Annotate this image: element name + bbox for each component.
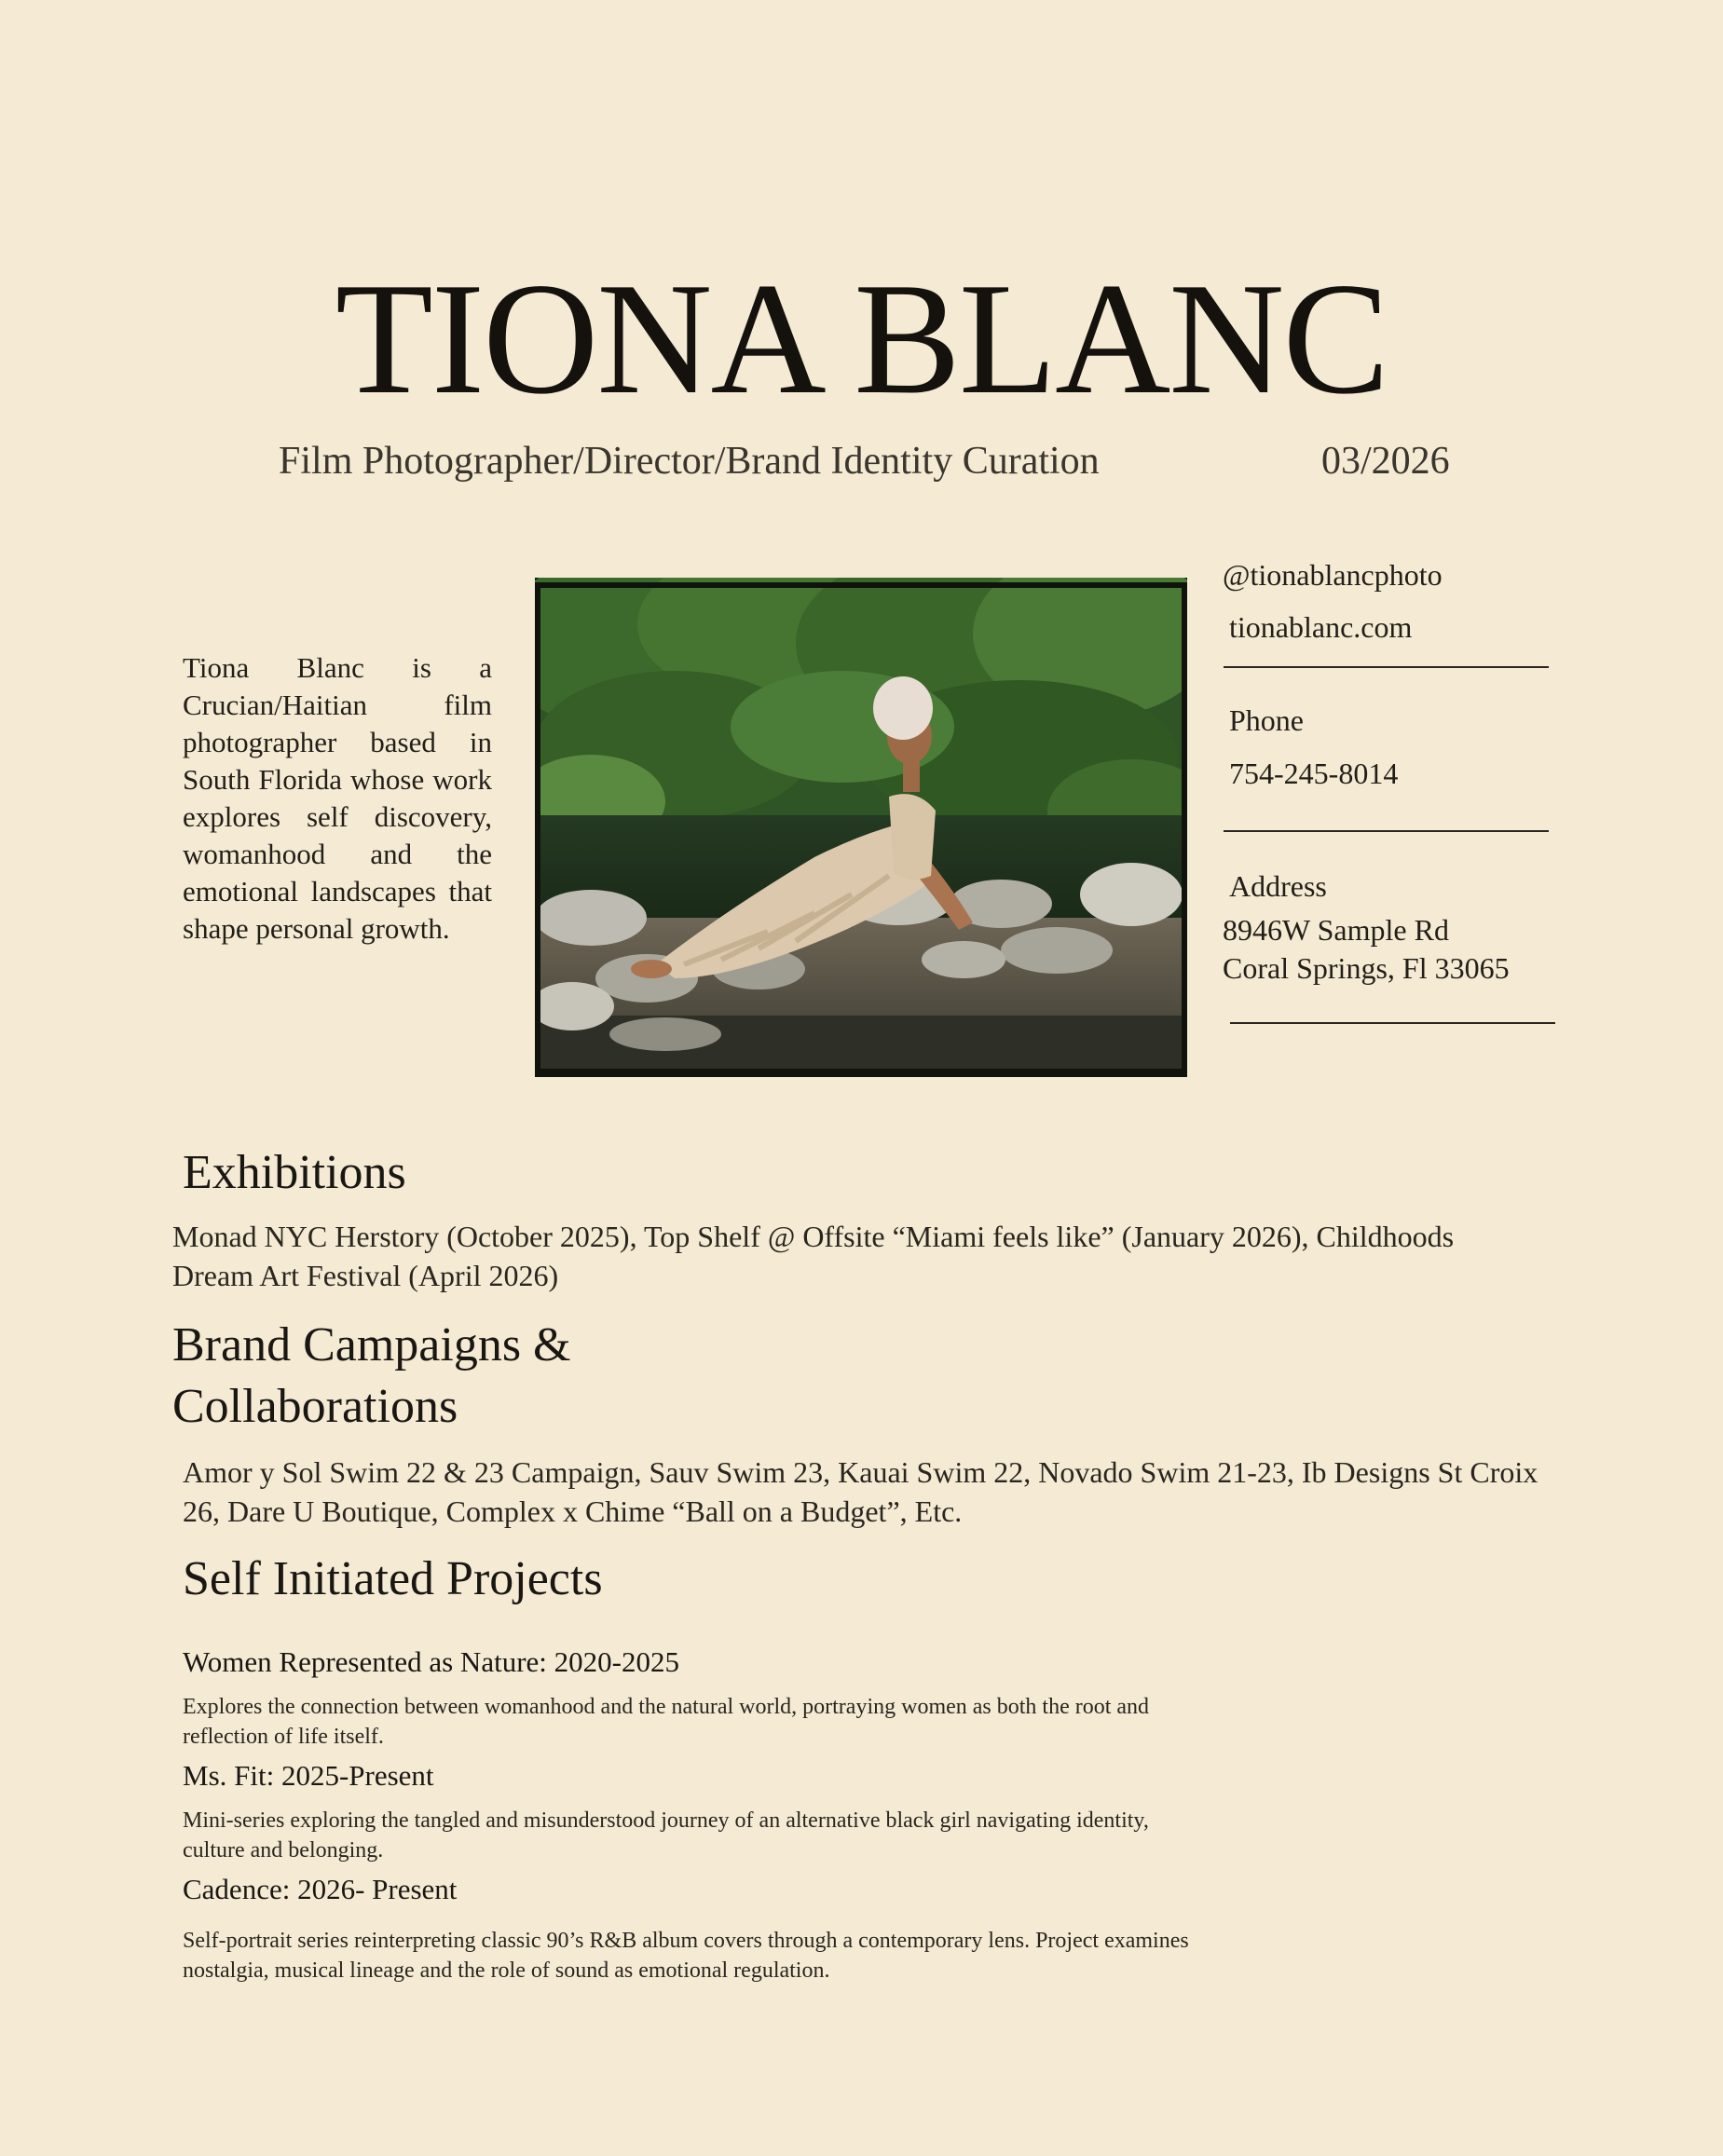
exhibitions-heading: Exhibitions (183, 1146, 406, 1199)
phone-number[interactable]: 754-245-8014 (1229, 757, 1399, 790)
instagram-handle[interactable]: @tionablancphoto (1223, 558, 1443, 592)
brand-body: Amor y Sol Swim 22 & 23 Campaign, Sauv Swim 23, Kauai Swim 22, Novado Swim 21-23, Ib Designs St Croix 26, Dare U Boutique, Complex x Chime “Ball on a Budget”, Etc. (183, 1455, 1538, 1528)
projects-heading: Self Initiated Projects (183, 1552, 603, 1605)
divider (1224, 666, 1549, 668)
phone-label: Phone (1229, 703, 1304, 737)
project-title: Women Represented as Nature: 2020-2025 (183, 1645, 679, 1678)
divider (1230, 1022, 1555, 1024)
subtitle: Film Photographer/Director/Brand Identity Curation (279, 440, 1100, 483)
divider (1224, 830, 1549, 832)
project-title: Cadence: 2026- Present (183, 1873, 458, 1905)
portrait-photo (535, 578, 1187, 1077)
project-description: Explores the connection between womanhood and the natural world, portraying women as both the root and reflection of life itself. (183, 1695, 1150, 1749)
exhibitions-body: Monad NYC Herstory (October 2025), Top Shelf @ Offsite “Miami feels like” (January 2026), Childhoods Dream Art Festival (April 2026) (172, 1220, 1455, 1292)
project-description: Mini-series exploring the tangled and misunderstood journey of an alternative black girl navigating identity, culture and belonging. (183, 1808, 1149, 1863)
address-label: Address (1229, 869, 1327, 903)
project-description: Self-portrait series reinterpreting classic 90’s R&B album covers through a contemporary lens. Project examines nostalgia, musical lineage and the role of sound as emotional regulation. (183, 1929, 1189, 1983)
page-title: TIONA BLANC (335, 251, 1388, 428)
brand-heading-line-2: Collaborations (172, 1380, 458, 1433)
address-line-2: Coral Springs, Fl 33065 (1223, 951, 1510, 985)
bio-paragraph: Tiona Blanc is a Crucian/Haitian film photographer based in South Florida whose work explores self discovery, womanhood and the emotional landscapes that shape personal growth. (183, 651, 492, 945)
resume-date: 03/2026 (1321, 440, 1450, 483)
address-line-1: 8946W Sample Rd (1223, 913, 1449, 947)
website-link[interactable]: tionablanc.com (1229, 610, 1413, 644)
project-title: Ms. Fit: 2025-Present (183, 1759, 434, 1792)
brand-heading-line-1: Brand Campaigns & (172, 1318, 571, 1371)
